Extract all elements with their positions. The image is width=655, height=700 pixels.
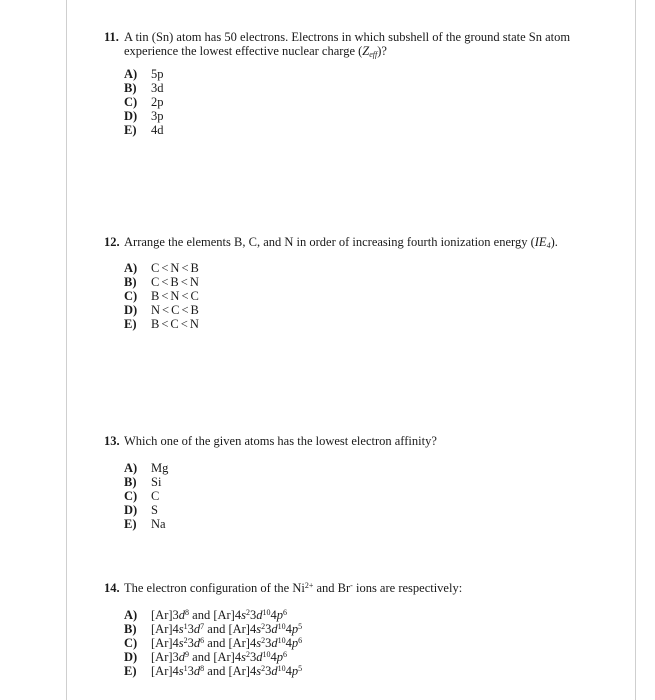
option: [124, 622, 584, 636]
question-number: 14.: [104, 581, 120, 595]
element-c: B: [190, 303, 199, 317]
relation-sign: <: [181, 289, 189, 303]
element-c: C: [190, 289, 199, 303]
option: [124, 67, 584, 81]
orbital-letter: d: [193, 622, 201, 636]
stem-end: ).: [550, 235, 558, 249]
option-letter: A): [124, 261, 138, 275]
option: [124, 664, 584, 678]
option-letter: E): [124, 123, 137, 137]
electron-count: 2: [245, 608, 250, 617]
core-symbol: [Ar]: [213, 608, 235, 622]
orbital-letter: d: [256, 650, 263, 664]
shell-number: 4: [249, 636, 257, 650]
relation-sign: <: [161, 261, 169, 275]
shell-number: 3: [249, 650, 257, 664]
shell-number: 4: [285, 664, 292, 678]
option-letter: A): [124, 608, 138, 622]
question-number: 12.: [104, 235, 120, 249]
option: [124, 275, 584, 289]
option-text: Na: [151, 517, 166, 531]
question-stem: [104, 30, 584, 58]
option-letter: D): [124, 303, 138, 317]
option-letter: A): [124, 67, 138, 81]
element-a: B: [151, 289, 160, 303]
option: [124, 109, 584, 123]
orbital-letter: s: [241, 650, 246, 664]
electron-count: 6: [200, 636, 205, 645]
electron-count: 6: [282, 650, 287, 659]
and-joiner: and: [204, 622, 229, 636]
stem-symbol: Z: [362, 44, 370, 58]
electron-count: 5: [298, 622, 303, 631]
shell-number: 4: [249, 664, 257, 678]
electron-count: 10: [277, 664, 286, 673]
shell-number: 3: [187, 664, 194, 678]
orbital-letter: p: [291, 664, 299, 678]
option-text: 5p: [151, 67, 164, 81]
options-list: [124, 67, 584, 137]
shell-number: 4: [249, 622, 257, 636]
and-joiner: and: [189, 608, 214, 622]
relation-sign: <: [161, 317, 169, 331]
stem-text: A tin (Sn) atom has 50 electrons. Electrons in which subshell of the ground state Sn atom experience the lowest effective nuclear charge (: [124, 30, 571, 58]
orbital-letter: p: [276, 650, 283, 664]
element-b: C: [170, 317, 179, 331]
stem-symbol: IE: [534, 235, 547, 249]
shell-number: 4: [285, 636, 292, 650]
option: [124, 636, 584, 650]
element-c: N: [189, 317, 199, 331]
option-text: Mg: [151, 461, 169, 475]
shell-number: 3: [187, 636, 194, 650]
shell-number: 3: [172, 650, 179, 664]
shell-number: 4: [234, 650, 242, 664]
element-c: B: [190, 261, 199, 275]
shell-number: 3: [265, 636, 272, 650]
option-text: 3d: [151, 81, 164, 95]
orbital-letter: s: [256, 664, 262, 678]
option: [124, 461, 584, 475]
question-12: [104, 235, 584, 331]
relation-sign: <: [181, 303, 189, 317]
element-c: N: [189, 275, 199, 289]
option: [124, 489, 584, 503]
ni-charge: 2+: [304, 581, 314, 590]
orbital-letter: s: [256, 622, 262, 636]
core-symbol: [Ar]: [151, 636, 173, 650]
stem-text: and Br: [313, 581, 351, 595]
option: [124, 517, 584, 531]
shell-number: 3: [265, 622, 272, 636]
option: [124, 289, 584, 303]
relation-sign: <: [181, 261, 189, 275]
option-letter: A): [124, 461, 138, 475]
option-text: 2p: [151, 95, 164, 109]
orbital-letter: p: [291, 636, 299, 650]
shell-number: 3: [265, 664, 272, 678]
option-letter: B): [124, 275, 137, 289]
orbital-letter: d: [178, 608, 186, 622]
option: [124, 95, 584, 109]
shell-number: 4: [172, 636, 179, 650]
orbital-letter: s: [178, 622, 184, 636]
option: [124, 81, 584, 95]
shell-number: 4: [285, 622, 292, 636]
electron-count: 10: [262, 608, 271, 617]
orbital-letter: d: [271, 636, 278, 650]
electron-count: 10: [277, 622, 286, 631]
stem-subscript: eff: [369, 50, 378, 59]
option-text: Si: [151, 475, 162, 489]
orbital-letter: s: [178, 636, 184, 650]
option-letter: C): [124, 95, 138, 109]
core-symbol: [Ar]: [151, 650, 173, 664]
relation-sign: <: [180, 275, 188, 289]
stem-text: Which one of the given atoms has the lowest electron affinity?: [124, 434, 437, 448]
orbital-letter: d: [178, 650, 186, 664]
element-b: B: [170, 275, 179, 289]
option-letter: E): [124, 517, 137, 531]
option-letter: B): [124, 81, 137, 95]
option-letter: E): [124, 664, 137, 678]
core-symbol: [Ar]: [213, 650, 235, 664]
shell-number: 4: [172, 664, 179, 678]
core-symbol: [Ar]: [228, 622, 250, 636]
orbital-letter: d: [193, 636, 201, 650]
electron-count: 6: [298, 636, 303, 645]
stem-subscript: 4: [546, 241, 551, 250]
element-b: N: [170, 289, 180, 303]
electron-count: 5: [298, 664, 303, 673]
option: [124, 503, 584, 517]
orbital-letter: d: [271, 622, 278, 636]
relation-sign: <: [180, 317, 188, 331]
option-letter: E): [124, 317, 137, 331]
core-symbol: [Ar]: [228, 664, 250, 678]
electron-count: 6: [282, 608, 287, 617]
shell-number: 3: [249, 608, 257, 622]
option-text: C: [151, 489, 160, 503]
stem-text: The electron configuration of the Ni: [124, 581, 305, 595]
option-letter: C): [124, 489, 138, 503]
element-b: C: [171, 303, 180, 317]
option: [124, 475, 584, 489]
shell-number: 4: [270, 650, 277, 664]
option: [124, 608, 584, 622]
core-symbol: [Ar]: [151, 664, 173, 678]
orbital-letter: d: [271, 664, 278, 678]
electron-count: 1: [183, 622, 188, 631]
option: [124, 261, 584, 275]
element-a: C: [151, 275, 160, 289]
option-letter: B): [124, 475, 137, 489]
electron-count: 2: [261, 622, 266, 631]
element-b: N: [170, 261, 180, 275]
stem-end: )?: [377, 44, 387, 58]
and-joiner: and: [204, 636, 229, 650]
option-letter: D): [124, 650, 138, 664]
orbital-letter: s: [256, 636, 262, 650]
question-number: 11.: [104, 30, 119, 44]
option-text: S: [151, 503, 158, 517]
and-joiner: and: [189, 650, 214, 664]
question-13: [104, 434, 584, 531]
electron-count: 8: [185, 608, 190, 617]
electron-count: 8: [200, 664, 205, 673]
electron-count: 7: [200, 622, 205, 631]
option-text: 4d: [151, 123, 164, 137]
electron-count: 2: [245, 650, 250, 659]
question-stem: [104, 581, 584, 595]
orbital-letter: s: [178, 664, 184, 678]
core-symbol: [Ar]: [151, 608, 173, 622]
options-list: [124, 461, 584, 531]
relation-sign: <: [161, 289, 169, 303]
and-joiner: and: [204, 664, 229, 678]
electron-count: 2: [261, 664, 266, 673]
electron-count: 9: [185, 650, 190, 659]
option: [124, 650, 584, 664]
electron-count: 10: [277, 636, 286, 645]
br-charge: -: [350, 581, 353, 590]
orbital-letter: p: [291, 622, 299, 636]
question-stem: [104, 434, 584, 448]
option-letter: D): [124, 503, 138, 517]
electron-count: 2: [261, 636, 266, 645]
option: [124, 123, 584, 137]
element-a: N: [151, 303, 161, 317]
question-stem: [104, 235, 584, 249]
shell-number: 4: [234, 608, 242, 622]
stem-text: Arrange the elements B, C, and N in order of increasing fourth ionization energy (: [124, 235, 535, 249]
element-a: C: [151, 261, 160, 275]
shell-number: 4: [172, 622, 179, 636]
electron-count: 1: [183, 664, 188, 673]
stem-text: ions are respectively:: [352, 581, 463, 595]
option: [124, 317, 584, 331]
option-text: 3p: [151, 109, 164, 123]
relation-sign: <: [161, 275, 169, 289]
core-symbol: [Ar]: [228, 636, 250, 650]
question-14: [104, 581, 584, 678]
shell-number: 3: [172, 608, 179, 622]
question-11: [104, 30, 584, 137]
orbital-letter: d: [256, 608, 263, 622]
question-number: 13.: [104, 434, 120, 448]
option: [124, 303, 584, 317]
core-symbol: [Ar]: [151, 622, 173, 636]
option-letter: D): [124, 109, 138, 123]
options-list: [124, 608, 584, 678]
electron-count: 10: [262, 650, 271, 659]
orbital-letter: s: [241, 608, 246, 622]
option-letter: C): [124, 289, 138, 303]
option-letter: C): [124, 636, 138, 650]
orbital-letter: d: [193, 664, 201, 678]
relation-sign: <: [162, 303, 170, 317]
shell-number: 3: [187, 622, 194, 636]
electron-count: 2: [183, 636, 188, 645]
element-a: B: [151, 317, 160, 331]
shell-number: 4: [270, 608, 277, 622]
orbital-letter: p: [276, 608, 283, 622]
option-letter: B): [124, 622, 137, 636]
options-list: [124, 261, 584, 331]
